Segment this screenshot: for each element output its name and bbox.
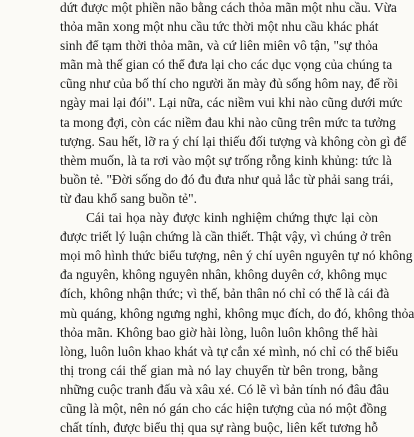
text-line: sinh để tạm thời thỏa mãn, và cứ liên miên vô tận, "sự thỏa <box>60 38 378 54</box>
text-line: những cuộc tranh đấu và xâu xé. Có lẽ vì bản tính nó đâu đâu <box>60 381 389 397</box>
text-line: được triết lý luận chứng là cần thiết. Thật vậy, vì chúng ở trên <box>60 229 392 245</box>
text-line: thị trong cái thế gian mà nó lay chuyển từ bên trong, bằng <box>60 362 378 378</box>
text-line: từ đau khổ sang buồn tẻ". <box>60 190 197 206</box>
text-line: tượng. Sau hết, lỡ ra ý chí lại thiếu đối tượng và không còn gì để <box>60 133 407 149</box>
text-line: đích, không nhận thức; vì thế, bản thân nó chỉ có thể là cái đà <box>60 286 390 302</box>
text-line: đa nguyên, không nguyên nhân, không duyên cớ, không mục <box>60 267 387 283</box>
text-line: chất tính, được biểu thị qua sự ràng buộc, liên kết tương hỗ <box>60 420 378 436</box>
text-line: mọi mô hình thức biểu tượng, nên ý chí uyên nguyên tự nó không <box>60 248 413 264</box>
text-line: cũng là một, nên nó gán cho các hiện tượng của nó một đồng <box>60 400 387 416</box>
text-line: lòng, luôn luôn khao khát và tự cắn xé mình, nó chỉ có thể biểu <box>60 343 399 359</box>
text-line: thỏa mãn. Không bao giờ hài lòng, luôn luôn không thể hài <box>60 324 378 340</box>
text-line: buồn tẻ. "Đời sống do đó đu đưa như quả lắc từ phải sang trái, <box>60 171 394 187</box>
text-line: ta mong đợi, còn các niềm đau khi nào cũng trên mức ta tưởng <box>60 114 396 130</box>
text-line: thèm muốn, là ta rơi vào một sự trống rỗng kinh khủng: tức là <box>60 152 392 168</box>
text-line: cũng như của bố thí cho người ăn mày đủ sống hôm nay, để rồi <box>60 76 398 92</box>
text-line-paragraph-start: Cái tai họa này được kinh nghiệm chứng thực lại còn <box>86 210 378 226</box>
text-line: thỏa mãn xong một nhu cầu tức thời một nhu cầu khác phát <box>60 19 379 35</box>
text-line: mãn mà thế gian có thể đưa lại cho các dục vọng của chúng ta <box>60 57 393 73</box>
text-line: mù quáng, không ngưng nghỉ, không mục đích, do đó, không thỏa <box>60 305 414 321</box>
text-line: dứt được một phiền não bằng cách thỏa mãn một nhu cầu. Vừa <box>60 0 397 15</box>
body-text <box>60 0 414 437</box>
text-line: ngày mai lại đói". Lại nữa, các niềm vui khi nào cũng dưới mức <box>60 95 403 111</box>
